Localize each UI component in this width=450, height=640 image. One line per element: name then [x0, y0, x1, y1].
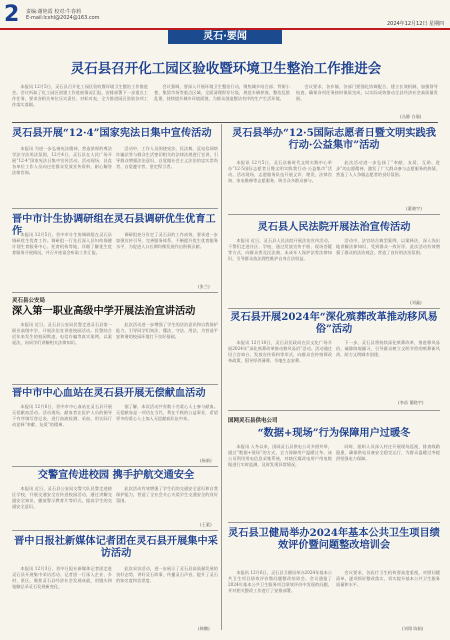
- body-blood-donation: 本报讯 12月6日，晋中市中心血站在灵石县开展无偿献血活动。活动现场，献血者在医护人员的指导下有序填写登记表、进行血液检测、采血，用实际行动诠释“奉献、友爱”的精神。: [12, 404, 112, 427]
- headline-blood-donation: 晋中市中心血站在灵石县开展无偿献血活动: [12, 387, 206, 399]
- author-traffic-school: (王素): [200, 522, 212, 527]
- author-court-publicity: (刘鑫): [410, 300, 422, 305]
- divider: [12, 292, 218, 293]
- divider: [12, 208, 218, 209]
- headline-traffic-school: 交警宣传进校园 携手护航交通安全: [37, 469, 195, 481]
- body-volunteer-day-2: 此次活动进一步弘扬了“奉献、友爱、互助、进步”的志愿精神，激发了广大群众参与志愿服务的热情，营造了人人争做志愿者的良好氛围。: [336, 160, 440, 177]
- author-blood-donation: (杨新): [200, 458, 212, 463]
- body-police-school-2: 此次活动进一步增强了学生的法治意识和自我保护能力，引导同学们知法、懂法、守法、用法，为营造平安和谐的校园环境打下良好基础。: [116, 322, 218, 339]
- body-court-publicity: 本报讯 近日，灵石县人民法院开展法治宣传活动。干警们走进社区、学校，通过发放宣传手册、现场答疑等方式，向群众普及民法典、未成年人保护法等法律知识，引导群众依法理性维护自身合法权益。: [228, 238, 332, 261]
- headline-court-publicity: 灵石县人民法院开展法治宣传活动: [257, 221, 411, 233]
- body-health-training: 本报讯 12月6日，灵石县卫健局举办2024年基本公共卫生项目绩效评价暨问题整改培训会。会议通报了2024年基本公共卫生服务项目绩效评价中发现的问题，并对相关整改工作进行了安排部署。: [228, 570, 332, 593]
- author-funeral-reform: (李苗 董晓宇): [398, 400, 424, 405]
- body-constitution-day: 本报讯 为进一步弘扬宪法精神，营造浓厚的尊法学法守法用法氛围，12月4日，灵石县在人民广场开展“12·4”国家宪法日集中宣传活动。活动现场，县直各单位工作人员向过往群众发放宣传资料，耐心解答法律咨询。: [12, 146, 112, 175]
- body-family-planning: 本报讯 12月5日，晋中市计生协调研组在灵石县调研优生优育工作。调研组一行先后深入县妇幼保健计划生育服务中心、托育机构等地，详细了解优生优育服务开展情况，并召开座谈会听取工作汇报。: [12, 232, 112, 255]
- editor-line: 责编:谢艳霞 校对:牛春莉 E-mail:lcxhl@2024@163.com: [26, 9, 100, 21]
- headline-police-school: 深入第一职业高级中学开展法治宣讲活动: [12, 305, 196, 317]
- lead-headline: 灵石县召开化工园区验收暨环境卫生整治工作推进会: [70, 61, 382, 77]
- divider: [12, 122, 438, 123]
- lead-author: (冯静 白瑜): [400, 114, 422, 119]
- section-title: 灵石·要闻: [168, 30, 282, 44]
- body-health-training-2: 会议要求，各医疗卫生机构要高度重视，对照问题清单，逐项抓好整改落实，切实提升基本公共卫生服务质量和水平。: [336, 570, 440, 587]
- divider: [12, 466, 218, 467]
- body-traffic-school-2: 此次活动有效增强了学生们的交通安全意识和自我保护能力，营造了全社会关心关爱学生交通安全的良好氛围。: [116, 486, 218, 503]
- kicker-power-company: 国网灵石县供电公司: [228, 418, 278, 424]
- headline-constitution-day: 灵石县开展“12·4”国家宪法日集中宣传活动: [12, 127, 212, 139]
- body-funeral-reform: 本报讯 12月10日，灵石县民政局在县文化广场开展2024年“深化殡葬改革推动移风易俗”活动。活动通过设立咨询台、发放宣传资料等形式，向群众宣传殡葬改革政策，倡导厚养薄葬、节地生态安葬。: [228, 340, 332, 363]
- body-police-school: 本报讯 近日，灵石县公安局民警走进灵石县第一职业高级中学，开展法治宣讲进校园活动。民警结合近年来发生的校园欺凌、电信诈骗等真实案例，以案说法，向同学们讲解相关法律知识。: [12, 322, 112, 345]
- divider: [228, 308, 440, 309]
- body-volunteer-day: 本报讯 12月5日，灵石县新时代文明实践中心举办“12·5国际志愿者日暨文明实践我行动·公益集市”活动。活动现场，志愿服务队伍开展义诊、理发、法律咨询、家电维修等志愿服务，吸引众多群众参与。: [228, 160, 332, 183]
- page-number: 2: [4, 2, 20, 27]
- author-newspaper-reporters: (韩鹏): [198, 626, 210, 631]
- kicker-police: 灵石县公安局: [12, 298, 46, 304]
- divider: [12, 530, 218, 531]
- divider: [228, 410, 440, 411]
- body-court-publicity-2: 活动中，法官结合典型案例，以案释法，深入浅出地讲解法律知识，受到群众一致好评。此次活动有效增强了群众的法治观念，营造了良好的法治氛围。: [336, 238, 440, 255]
- divider: [228, 214, 440, 215]
- divider: [12, 384, 218, 385]
- body-constitution-day-2: 活动中，工作人员围绕宪法、民法典、反电信网络诈骗法等与群众生活密切相关的法律法规进行宣讲，引导群众增强法治意识，自觉做社会主义法治的忠实崇尚者、自觉遵守者、坚定捍卫者。: [116, 146, 218, 169]
- body-family-planning-2: 调研组充分肯定了灵石县的工作成效，要求进一步加强宣传引导，完善服务体系，不断提升优生优育服务水平，为促进人口长期均衡发展作出积极贡献。: [116, 232, 218, 249]
- body-traffic-school: 本报讯 近日，灵石县公安局交警大队民警走进辖区学校，开展交通安全宣传进校园活动，通过讲解交通安全知识、播放警示教育片等形式，提高学生的交通安全意识。: [12, 486, 112, 509]
- issue-date: 2024年12月12日 星期四: [386, 21, 444, 27]
- author-family-planning: (张兰): [198, 284, 210, 289]
- divider: [228, 522, 440, 523]
- headline-volunteer-day: 灵石县举办“12·5国际志愿者日暨文明实践我行动·公益集市”活动: [232, 127, 436, 151]
- author-health-training: (刘翔 陈娟): [402, 626, 424, 631]
- headline-funeral-reform: 灵石县开展2024年“深化殡葬改革推动移风易俗”活动: [230, 311, 438, 335]
- body-newspaper-reporters: 本报讯 12月3日，晋中日报社新媒体记者团走进灵石县开展集中采访活动。记者团一行深入企业、乡村、景区，聚焦灵石县经济社会发展成就，用镜头和笔触记录灵石发展新变化。: [12, 566, 112, 589]
- headline-power-winter: “数据+现场”行为保障用户过暖冬: [257, 427, 411, 439]
- headline-family-planning: 晋中市计生协调研组在灵石县调研优生优育工作: [12, 213, 216, 237]
- column-divider: [221, 124, 222, 630]
- headline-health-training: 灵石县卫健局举办2024年基本公共卫生项目绩效评价暨问题整改培训会: [228, 527, 440, 551]
- body-newspaper-reporters-2: 此次采访活动，进一步展示了灵石县高质量发展的良好态势，讲好灵石故事，传播灵石声音，提升了灵石的知名度和美誉度。: [116, 566, 218, 583]
- body-blood-donation-2: 据了解，本次活动共有数十名爱心人士参与献血。无偿献血是一项功在当代、利在千秋的公益事业，希望更多的爱心人士加入无偿献血队伍中来。: [116, 404, 218, 421]
- lead-body-col3: 会议要求，各乡镇、各部门要强化协调配合，建立长效机制，加强督导检查，确保各项任务按时保质完成，以实际成效推动全县经济社会高质量发展。: [296, 84, 438, 101]
- lead-body-col2: 会议强调，要深入开展环境卫生整治行动，聚焦城乡结合部、背街小巷、集贸市场等重点区域，全面清理积存垃圾，规范车辆停放，整治乱搭乱建，持续提升城乡环境面貌，为群众创造整洁有序的生产生活环境。: [154, 84, 290, 101]
- body-funeral-reform-2: 下一步，灵石县将持续深化殡葬改革，推进移风易俗，破除陈规陋习，引导群众树立文明节俭的殡葬新风尚，助力文明城市创建。: [336, 340, 440, 357]
- lead-body-col1: 本报讯 12月5日，灵石县召开化工园区验收暨环境卫生整治工作推进会。会议听取了化工园区创建工作进展情况汇报，安排部署下一步重点工作任务，要求各相关单位压实责任、对标对表，全力推进园区验收各项工作落实落细。: [12, 84, 148, 107]
- headline-newspaper-reporters: 晋中日报社新媒体记者团在灵石县开展集中采访活动: [14, 535, 218, 559]
- body-power-winter: 本报讯 入冬以来，国网灵石县供电公司多措并举，通过“数据+现场”的方式，全力保障用户温暖过冬。该公司利用用电信息采集系统，对辖区煤改电用户用电数据进行实时监测，及时发现异常情况。: [228, 444, 332, 467]
- author-volunteer-day: (董晓宇): [406, 206, 422, 211]
- body-power-winter-2: 同时，组织人员深入村庄开展现场巡视，排查线路隐患，确保供电设备安全稳定运行，为群众温暖过冬提供坚强电力保障。: [336, 444, 440, 461]
